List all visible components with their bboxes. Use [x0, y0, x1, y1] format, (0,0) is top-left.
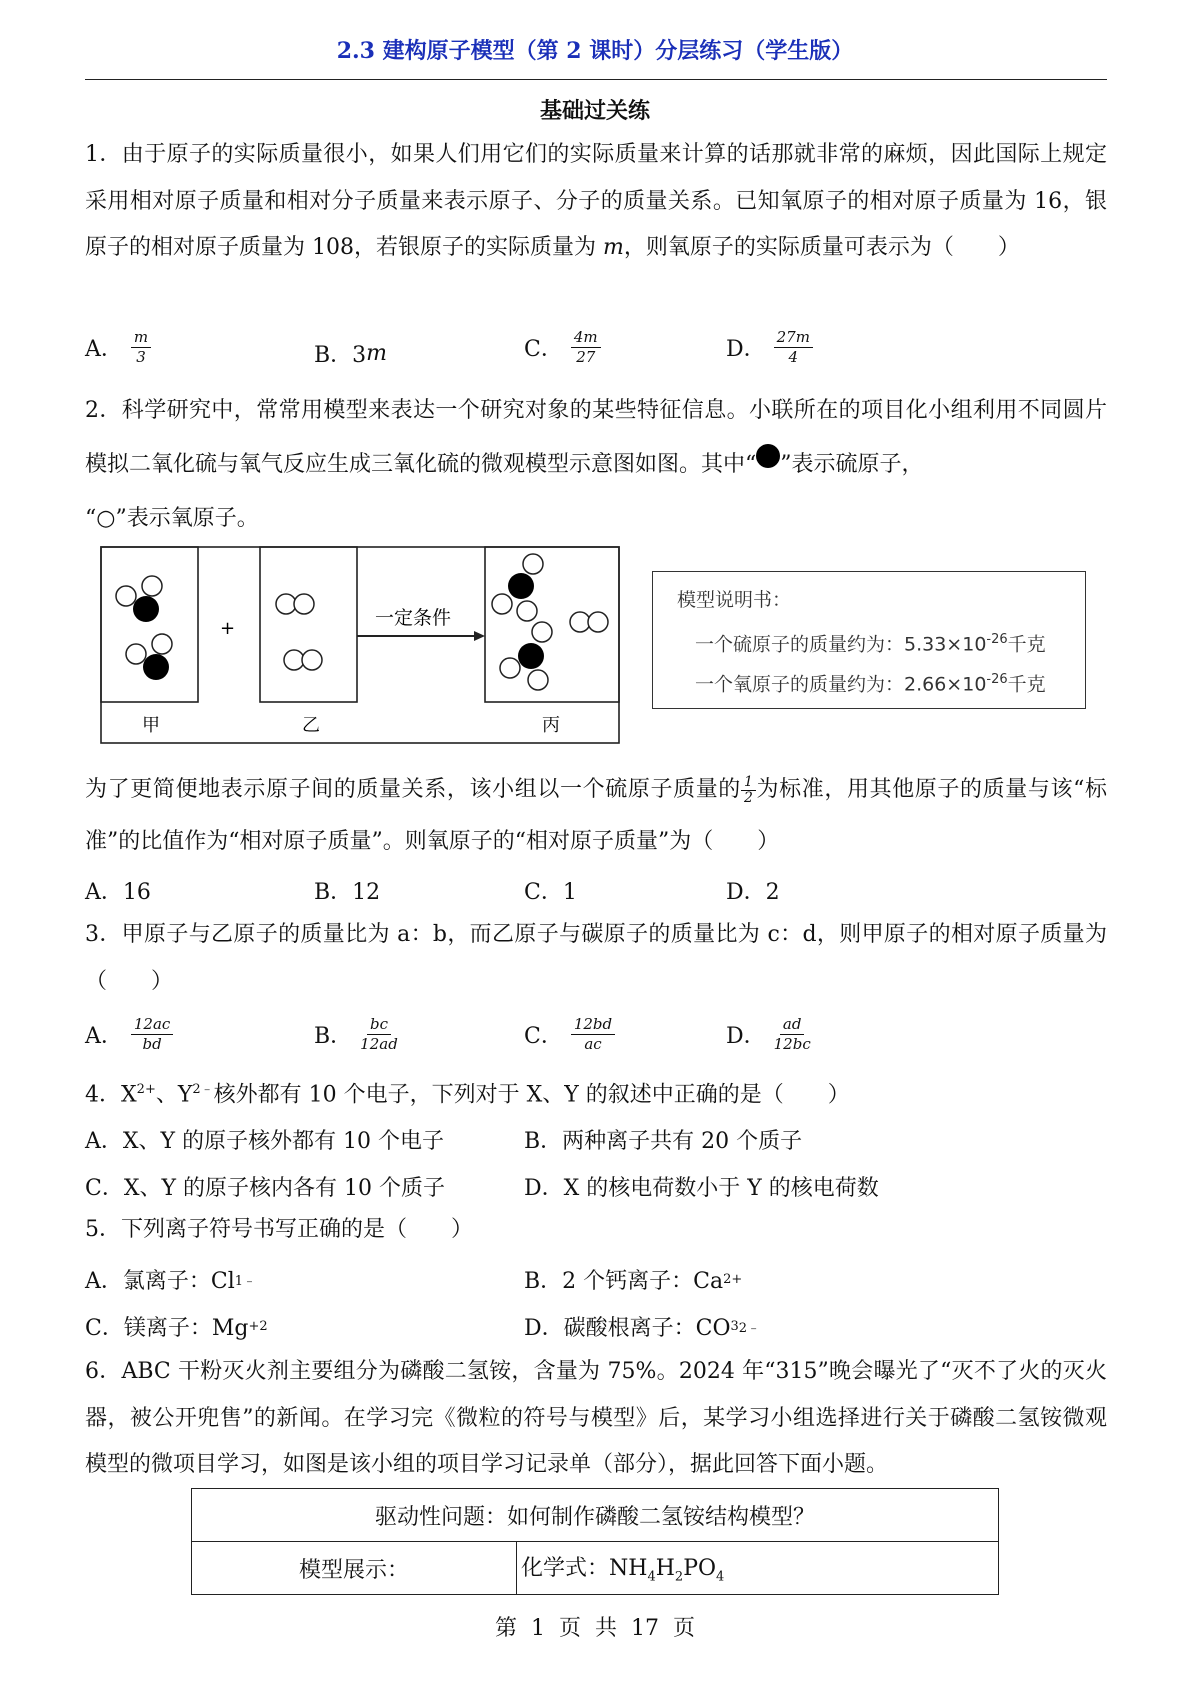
- label-bing: 丙: [542, 715, 560, 736]
- header-rule: [85, 79, 1107, 80]
- question-3: 3．甲原子与乙原子的质量比为 a：b，而乙原子与碳原子的质量比为 c：d，则甲原子的相对原子质量为（ ）: [85, 922, 1107, 994]
- model-manual: 模型说明书： 一个硫原子的质量约为：$5.33\times 10^{-26}$千克 一个氧原子的质量约为：$2.66\times 10^{-26}$千克: [652, 571, 1086, 709]
- q1-text2: ，则氧原子的实际质量可表示为（ ）: [623, 235, 1020, 260]
- q4-option-c[interactable]: C．X、Y 的原子核内各有 10 个质子: [85, 1176, 445, 1201]
- q2-option-d[interactable]: D．2: [726, 880, 780, 905]
- q5-option-d[interactable]: D．碳酸根离子：CO 3 2﹣: [524, 1316, 761, 1341]
- q4-option-d[interactable]: D．X 的核电荷数小于 Y 的核电荷数: [524, 1176, 879, 1201]
- document-title: 2.3 建构原子模型（第 2 课时）分层练习（学生版）: [336, 38, 854, 64]
- chemical-formula: 化学式：$NH_4H_2PO_4$: [517, 1542, 999, 1595]
- question-4: 4．$X^{2+}$、$Y^{2﹣}$核外都有 10 个电子，下列对于 X、Y 的叙述中正确的是（ ）: [85, 1082, 850, 1108]
- page-footer: 第 1 页 共 17 页: [495, 1616, 695, 1641]
- q5-option-a[interactable]: A．氯离子：Cl 1﹣: [85, 1269, 257, 1294]
- driving-question: 驱动性问题：如何制作磷酸二氢铵结构模型？: [192, 1489, 999, 1542]
- question-2-cont: 为了更简便地表示原子间的质量关系，该小组以一个硫原子质量的 $\frac{1}{2}$ 为标准，用其他原子的质量与该“标准”的比值作为“相对原子质量”。则氧原子的“相对原子质量”为（ ）: [85, 773, 1107, 854]
- question-6: 6．ABC 干粉灭火剂主要组分为磷酸二氢铵，含量为 75%。2024 年“315”晚会曝光了“灭不了火的灭火器，被公开兜售”的新闻。在学习完《微粒的符号与模型》后，某学习小组选择进行关于磷酸二氢铵微观模型的微项目学习，如图是该小组的项目学习记录单（部分），据此回答下面小题。: [85, 1359, 1107, 1477]
- q3-option-d[interactable]: D． $\frac{ad}{12bc}$: [726, 1015, 811, 1053]
- oxygen-atoms: [116, 554, 608, 690]
- question-5: 5．下列离子符号书写正确的是（ ）: [85, 1217, 473, 1242]
- q1-option-b[interactable]: B．3 m: [314, 341, 388, 368]
- sulfur-atoms: [133, 573, 544, 680]
- record-table: [191, 1488, 999, 1595]
- q1-option-c[interactable]: C． $\frac{4m}{27}$: [524, 328, 601, 367]
- q4-option-b[interactable]: B．两种离子共有 20 个质子: [524, 1129, 803, 1154]
- q5-option-b[interactable]: B．2 个钙离子：Ca 2+: [524, 1269, 743, 1294]
- q1-option-a[interactable]: A． $\frac{m}{3}$: [85, 328, 151, 367]
- q3-option-c[interactable]: C． $\frac{12bd}{ac}$: [524, 1015, 615, 1054]
- q5-option-c[interactable]: C．镁离子：Mg +2: [85, 1316, 268, 1341]
- plus-sign: +: [220, 618, 236, 639]
- q1-text: 1．由于原子的实际质量很小，如果人们用它们的实际质量来计算的话那就非常的麻烦，因此国际上规定采用相对原子质量和相对分子质量来表示原子、分子的质量关系。已知氧原子的相对原子质量为 16，银原子的相对原子质量为 108，若银原子的实际质量为: [85, 142, 1107, 260]
- question-1: [85, 132, 1107, 272]
- arrow-icon: [474, 631, 485, 641]
- q3-option-b[interactable]: B． $\frac{bc}{12ad}$: [314, 1015, 398, 1053]
- q2-option-a[interactable]: A．16: [85, 880, 151, 905]
- arrow-label: 一定条件: [375, 607, 452, 629]
- model-label: 模型展示：: [192, 1542, 517, 1595]
- question-2: 2．科学研究中，常常用模型来表达一个研究对象的某些特征信息。小联所在的项目化小组利用不同圆片模拟二氧化硫与氧气反应生成三氧化硫的微观模型示意图如图。其中“ ”表示硫原子， “○”表示氧原子。: [85, 398, 1107, 531]
- label-jia: 甲: [142, 715, 160, 736]
- q1-option-d[interactable]: D． $\frac{27m}{4}$: [726, 328, 813, 367]
- q2-option-b[interactable]: B．12: [314, 880, 381, 905]
- q4-option-a[interactable]: A．X、Y 的原子核外都有 10 个电子: [85, 1129, 445, 1154]
- q1-var: m: [602, 235, 624, 260]
- sulfur-atom-icon: [756, 444, 780, 468]
- q2-option-c[interactable]: C．1: [524, 880, 577, 905]
- q3-option-a[interactable]: A． $\frac{12ac}{bd}$: [85, 1015, 173, 1054]
- reaction-diagram: [100, 546, 620, 746]
- section-heading: 基础过关练: [539, 98, 650, 124]
- label-yi: 乙: [302, 715, 320, 736]
